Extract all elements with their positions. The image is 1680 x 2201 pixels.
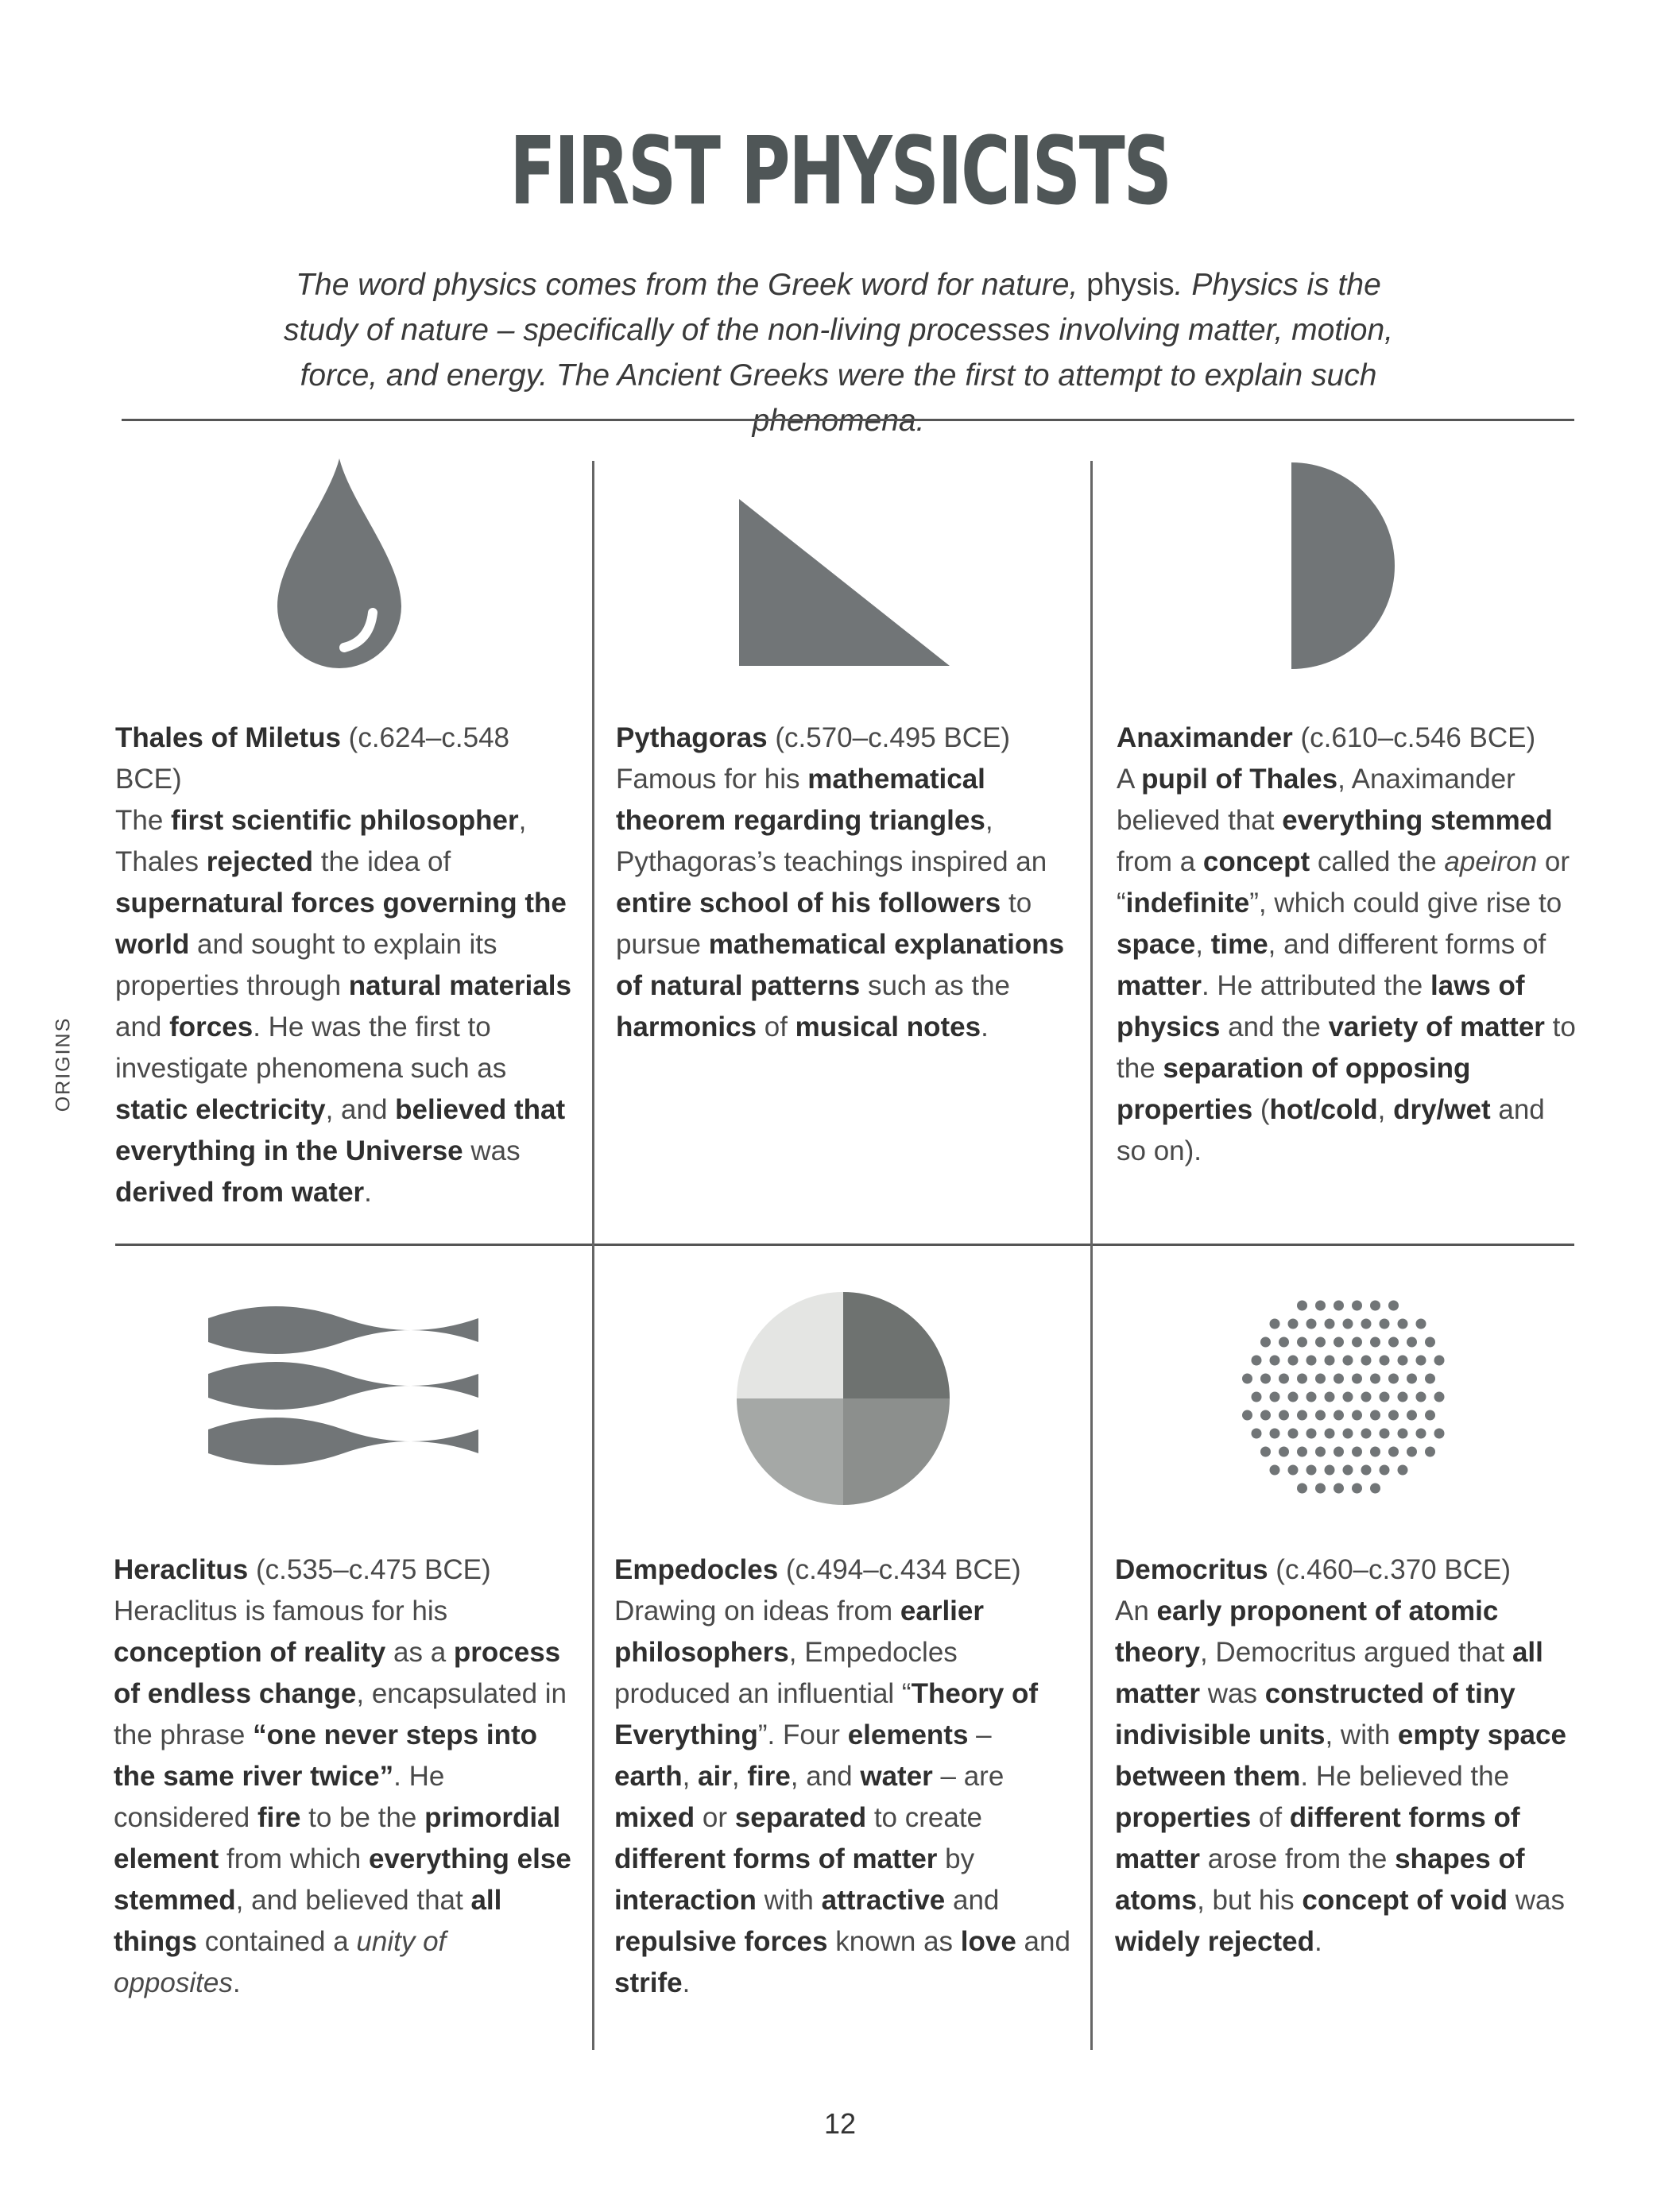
body-text: .	[981, 1012, 989, 1042]
key-phrase: mathematical theorem regarding triangles	[616, 764, 985, 836]
body-text: .	[682, 1967, 691, 1998]
body-text: and	[945, 1885, 1000, 1916]
philosopher-dates: (c.570–c.495 BCE)	[767, 722, 1011, 753]
atom-dot	[1407, 1374, 1417, 1384]
body-text: Drawing on ideas from	[614, 1596, 900, 1627]
key-phrase: strife	[614, 1967, 683, 1998]
key-phrase: air	[698, 1761, 732, 1792]
atom-dot	[1334, 1374, 1344, 1384]
philosopher-dates: (c.460–c.370 BCE)	[1268, 1554, 1511, 1585]
key-phrase: separation of opposing properties	[1117, 1053, 1471, 1125]
key-phrase: love	[960, 1926, 1016, 1957]
body-text: of	[757, 1012, 795, 1042]
body-text: or	[695, 1802, 735, 1833]
atom-dot	[1315, 1301, 1326, 1311]
atom-dot	[1325, 1465, 1335, 1476]
philosopher-name: Democritus	[1115, 1554, 1268, 1585]
key-phrase: all things	[114, 1885, 502, 1957]
key-phrase: indefinite	[1125, 888, 1250, 919]
intro-text: The word physics comes from the Greek word for nature,	[296, 268, 1087, 302]
atom-dot	[1270, 1465, 1280, 1476]
body-text: , Anaximander believed that	[1117, 764, 1515, 836]
body-text: , and believed that	[235, 1885, 471, 1916]
atom-dot	[1288, 1319, 1299, 1329]
atom-dot	[1297, 1374, 1307, 1384]
key-phrase: repulsive forces	[614, 1926, 828, 1957]
body-text: A	[1117, 764, 1142, 795]
atom-dot	[1380, 1319, 1390, 1329]
philosopher-card-empedocles	[614, 1549, 1071, 2004]
body-text: called the	[1310, 846, 1445, 877]
key-phrase: shapes of atoms	[1115, 1843, 1525, 1916]
atom-dot	[1343, 1429, 1353, 1439]
philosopher-name: Anaximander	[1117, 722, 1293, 753]
key-phrase: derived from water	[115, 1177, 365, 1208]
atom-dot	[1325, 1392, 1335, 1402]
atom-dot	[1297, 1447, 1307, 1457]
key-phrase: mathematical explanations of natural patterns	[616, 929, 1065, 1001]
body-text: and	[1016, 1926, 1070, 1957]
body-text: , Empedocles produced an influential “	[614, 1637, 958, 1709]
body-text: ,	[731, 1761, 748, 1792]
atom-dot	[1398, 1465, 1408, 1476]
philosopher-card-democritus	[1115, 1549, 1576, 1963]
body-text: with	[756, 1885, 822, 1916]
section-label: ORIGINS	[52, 1016, 75, 1112]
atom-dot	[1352, 1410, 1362, 1421]
atom-dot	[1361, 1356, 1372, 1366]
body-text: to create	[866, 1802, 983, 1833]
body-text: , with	[1325, 1719, 1398, 1750]
atom-dot	[1380, 1356, 1390, 1366]
body-text: as a	[385, 1637, 454, 1668]
atom-dot	[1416, 1429, 1426, 1439]
key-phrase: space	[1117, 929, 1196, 960]
body-text: , but his	[1197, 1885, 1303, 1916]
atom-dot	[1270, 1429, 1280, 1439]
key-phrase: attractive	[821, 1885, 946, 1916]
atom-dot	[1425, 1447, 1435, 1457]
body-text: .	[1314, 1926, 1322, 1957]
atom-dot	[1325, 1429, 1335, 1439]
atom-dot	[1315, 1447, 1326, 1457]
body-text: of	[1251, 1802, 1290, 1833]
intro-paragraph	[262, 262, 1415, 443]
body-text: ”, which could give rise to	[1249, 888, 1562, 919]
body-text: and sought to explain its properties through	[115, 929, 497, 1001]
atom-dot	[1270, 1392, 1280, 1402]
atom-dot	[1288, 1392, 1299, 1402]
key-phrase: natural materials	[348, 970, 571, 1001]
body-text: ”. Four	[757, 1719, 848, 1750]
body-text: known as	[827, 1926, 961, 1957]
atom-dot	[1370, 1374, 1380, 1384]
atom-dot	[1288, 1465, 1299, 1476]
key-phrase: musical notes	[795, 1012, 981, 1042]
atom-dot	[1297, 1301, 1307, 1311]
key-phrase: first scientific philosopher	[171, 805, 519, 836]
atom-dot	[1343, 1356, 1353, 1366]
key-phrase: laws of physics	[1117, 970, 1525, 1042]
key-phrase: earth	[614, 1761, 683, 1792]
body-text: . He believed the	[1300, 1761, 1510, 1792]
atom-dot	[1297, 1337, 1307, 1348]
key-phrase: harmonics	[616, 1012, 757, 1042]
key-phrase: time	[1210, 929, 1268, 960]
body-text: Famous for his	[616, 764, 808, 795]
key-phrase: earlier philosophers	[614, 1596, 984, 1668]
key-phrase: Theory of Everything	[614, 1678, 1039, 1750]
atom-dot	[1242, 1374, 1252, 1384]
key-phrase: entire school of his followers	[616, 888, 1001, 919]
atom-dot	[1315, 1374, 1326, 1384]
key-phrase: fire	[747, 1761, 791, 1792]
atom-dot	[1370, 1410, 1380, 1421]
atom-dot	[1334, 1410, 1344, 1421]
atom-dot	[1352, 1301, 1362, 1311]
key-phrase: forces	[169, 1012, 254, 1042]
philosopher-name: Heraclitus	[114, 1554, 249, 1585]
philosopher-name: Empedocles	[614, 1554, 779, 1585]
body-text: by	[937, 1843, 975, 1874]
atom-dot	[1252, 1392, 1262, 1402]
key-phrase: dry/wet	[1393, 1094, 1491, 1125]
body-text: .	[364, 1177, 372, 1208]
atom-dot	[1306, 1465, 1317, 1476]
column-divider-left	[592, 461, 594, 2050]
atom-dot	[1361, 1429, 1372, 1439]
philosopher-dates: (c.494–c.434 BCE)	[778, 1554, 1021, 1585]
body-text: – are	[932, 1761, 1005, 1792]
key-phrase: everything stemmed	[1282, 805, 1553, 836]
atom-dot	[1279, 1374, 1289, 1384]
atom-dot	[1388, 1301, 1399, 1311]
atom-dot	[1288, 1429, 1299, 1439]
waves-icon	[208, 1301, 478, 1468]
key-phrase: “one never steps into the same river twice”	[114, 1719, 537, 1792]
key-phrase: early proponent of atomic theory	[1115, 1596, 1499, 1668]
philosopher-card-heraclitus	[114, 1549, 579, 2004]
divider-middle	[115, 1244, 1574, 1246]
atom-dot	[1370, 1447, 1380, 1457]
atom-dot	[1380, 1429, 1390, 1439]
body-text: , Thales	[115, 805, 527, 877]
body-text: and the	[1220, 1012, 1329, 1042]
body-text: ,	[1377, 1094, 1394, 1125]
body-text: , and	[790, 1761, 861, 1792]
atom-dot	[1288, 1356, 1299, 1366]
atom-dot	[1398, 1392, 1408, 1402]
body-text: ,	[1195, 929, 1211, 960]
body-text: ,	[682, 1761, 699, 1792]
key-phrase: water	[860, 1761, 933, 1792]
atom-dot	[1416, 1392, 1426, 1402]
atom-dot	[1370, 1483, 1380, 1494]
key-phrase: pupil of Thales	[1141, 764, 1338, 795]
divider-top	[122, 419, 1574, 421]
atom-dot	[1242, 1410, 1252, 1421]
key-phrase: all matter	[1115, 1637, 1543, 1709]
philosopher-dates: (c.535–c.475 BCE)	[248, 1554, 491, 1585]
key-phrase: supernatural forces governing the world	[115, 888, 567, 960]
atoms-dots-icon	[1234, 1283, 1457, 1506]
atom-dot	[1334, 1483, 1344, 1494]
atom-dot	[1352, 1483, 1362, 1494]
body-text: the idea of	[313, 846, 451, 877]
body-text: to pursue	[616, 888, 1032, 960]
atom-dot	[1388, 1374, 1399, 1384]
atom-dot	[1434, 1392, 1445, 1402]
body-text: from which	[219, 1843, 369, 1874]
atom-dot	[1260, 1410, 1271, 1421]
atom-dot	[1416, 1319, 1426, 1329]
body-text: or “	[1117, 846, 1570, 919]
atom-dot	[1343, 1465, 1353, 1476]
key-phrase: empty space between them	[1115, 1719, 1566, 1792]
body-text: , Democritus argued that	[1199, 1637, 1512, 1668]
key-phrase: elements	[847, 1719, 969, 1750]
body-text: such as the	[860, 970, 1010, 1001]
body-text: . He was the first to investigate phenomena such as	[115, 1012, 507, 1084]
water-drop-icon	[276, 457, 403, 671]
body-text: and so on).	[1117, 1094, 1545, 1166]
body-text: and	[115, 1012, 170, 1042]
atom-dot	[1306, 1429, 1317, 1439]
atom-dot	[1279, 1447, 1289, 1457]
key-phrase: fire	[257, 1802, 301, 1833]
atom-dot	[1407, 1447, 1417, 1457]
atom-dot	[1425, 1337, 1435, 1348]
body-text: contained a	[196, 1926, 357, 1957]
atom-dot	[1297, 1483, 1307, 1494]
body-text: , encapsulated in the phrase	[114, 1678, 567, 1750]
body-text: arose from the	[1199, 1843, 1395, 1874]
atom-dot	[1398, 1319, 1408, 1329]
atom-dot	[1315, 1410, 1326, 1421]
key-phrase: constructed of tiny indivisible units	[1115, 1678, 1515, 1750]
atom-dot	[1260, 1337, 1271, 1348]
atom-dot	[1380, 1392, 1390, 1402]
atom-dot	[1434, 1356, 1445, 1366]
atom-dot	[1297, 1410, 1307, 1421]
atom-dot	[1407, 1337, 1417, 1348]
atom-dot	[1370, 1301, 1380, 1311]
atom-dot	[1306, 1392, 1317, 1402]
body-text: to be the	[300, 1802, 425, 1833]
key-phrase: apeiron	[1444, 846, 1538, 877]
atom-dot	[1388, 1447, 1399, 1457]
key-phrase: concept of void	[1302, 1885, 1508, 1916]
key-phrase: variety of matter	[1328, 1012, 1545, 1042]
body-text: , and	[325, 1094, 396, 1125]
key-phrase: widely rejected	[1115, 1926, 1314, 1957]
atom-dot	[1352, 1447, 1362, 1457]
page-title: FIRST PHYSICISTS	[509, 116, 1171, 226]
half-circle-icon	[1290, 461, 1401, 671]
four-elements-circle-icon	[737, 1292, 950, 1505]
body-text: .	[232, 1967, 241, 1998]
atom-dot	[1361, 1465, 1372, 1476]
key-phrase: static electricity	[115, 1094, 326, 1125]
body-text: to the	[1117, 1012, 1576, 1084]
body-text: –	[968, 1719, 992, 1750]
key-phrase: hot/cold	[1269, 1094, 1378, 1125]
key-phrase: mixed	[614, 1802, 695, 1833]
atom-dot	[1343, 1319, 1353, 1329]
right-triangle-icon	[739, 499, 950, 666]
atom-dot	[1398, 1429, 1408, 1439]
body-text: was	[463, 1135, 521, 1166]
intro-text: . Physics is the study of nature – specifically of the non-living processes involving matter, motion, force, and energy. The Ancient Greeks were the first to attempt to explain such phenomena.	[283, 268, 1394, 438]
key-phrase: believed that everything in the Universe	[115, 1094, 566, 1166]
atom-dot	[1334, 1301, 1344, 1311]
philosopher-card-pythagoras	[616, 718, 1073, 1048]
atom-dot	[1279, 1337, 1289, 1348]
atom-dot	[1315, 1483, 1326, 1494]
atom-dot	[1252, 1356, 1262, 1366]
key-phrase: rejected	[206, 846, 314, 877]
body-text: The	[115, 805, 172, 836]
body-text: . He considered	[114, 1761, 445, 1833]
atom-dot	[1270, 1319, 1280, 1329]
atom-dot	[1361, 1392, 1372, 1402]
intro-keyword: physis	[1086, 268, 1175, 302]
atom-dot	[1343, 1392, 1353, 1402]
atom-dot	[1279, 1410, 1289, 1421]
atom-dot	[1334, 1447, 1344, 1457]
page-number: 12	[823, 2107, 857, 2140]
atom-dot	[1370, 1337, 1380, 1348]
atom-dot	[1416, 1356, 1426, 1366]
atom-dot	[1260, 1374, 1271, 1384]
key-phrase: process of endless change	[114, 1637, 561, 1709]
atom-dot	[1306, 1319, 1317, 1329]
key-phrase: primordial element	[114, 1802, 561, 1874]
key-phrase: concept	[1202, 846, 1310, 877]
key-phrase: everything else stemmed	[114, 1843, 571, 1916]
atom-dot	[1434, 1429, 1445, 1439]
philosopher-dates: (c.624–c.548 BCE)	[115, 722, 510, 795]
body-text: . He attributed the	[1201, 970, 1430, 1001]
atom-dot	[1270, 1356, 1280, 1366]
key-phrase: matter	[1117, 970, 1202, 1001]
key-phrase: conception of reality	[114, 1637, 386, 1668]
body-text: Heraclitus is famous for his	[114, 1596, 448, 1627]
key-phrase: unity of opposites	[114, 1926, 447, 1998]
atom-dot	[1352, 1374, 1362, 1384]
atom-dot	[1388, 1410, 1399, 1421]
key-phrase: different forms of matter	[614, 1843, 938, 1874]
key-phrase: different forms of matter	[1115, 1802, 1520, 1874]
atom-dot	[1361, 1319, 1372, 1329]
body-text: (	[1252, 1094, 1270, 1125]
atom-dot	[1407, 1410, 1417, 1421]
philosopher-card-thales	[115, 718, 576, 1213]
atom-dot	[1252, 1429, 1262, 1439]
philosopher-name: Pythagoras	[616, 722, 768, 753]
philosopher-name: Thales of Miletus	[115, 722, 341, 753]
atom-dot	[1260, 1447, 1271, 1457]
atom-dot	[1425, 1374, 1435, 1384]
body-text: was	[1508, 1885, 1565, 1916]
body-text: from a	[1117, 846, 1203, 877]
philosopher-dates: (c.610–c.546 BCE)	[1292, 722, 1536, 753]
atom-dot	[1388, 1337, 1399, 1348]
atom-dot	[1334, 1337, 1344, 1348]
body-text: , Pythagoras’s teachings inspired an	[616, 805, 1047, 877]
column-divider-right	[1090, 461, 1093, 2050]
key-phrase: properties	[1115, 1802, 1252, 1833]
atom-dot	[1325, 1356, 1335, 1366]
philosopher-card-anaximander	[1117, 718, 1577, 1172]
atom-dot	[1325, 1319, 1335, 1329]
body-text: An	[1115, 1596, 1157, 1627]
key-phrase: interaction	[614, 1885, 757, 1916]
key-phrase: separated	[734, 1802, 867, 1833]
body-text: was	[1199, 1678, 1265, 1709]
atom-dot	[1315, 1337, 1326, 1348]
atom-dot	[1398, 1356, 1408, 1366]
atom-dot	[1352, 1337, 1362, 1348]
atom-dot	[1306, 1356, 1317, 1366]
body-text: , and different forms of	[1268, 929, 1546, 960]
atom-dot	[1425, 1410, 1435, 1421]
atom-dot	[1380, 1465, 1390, 1476]
